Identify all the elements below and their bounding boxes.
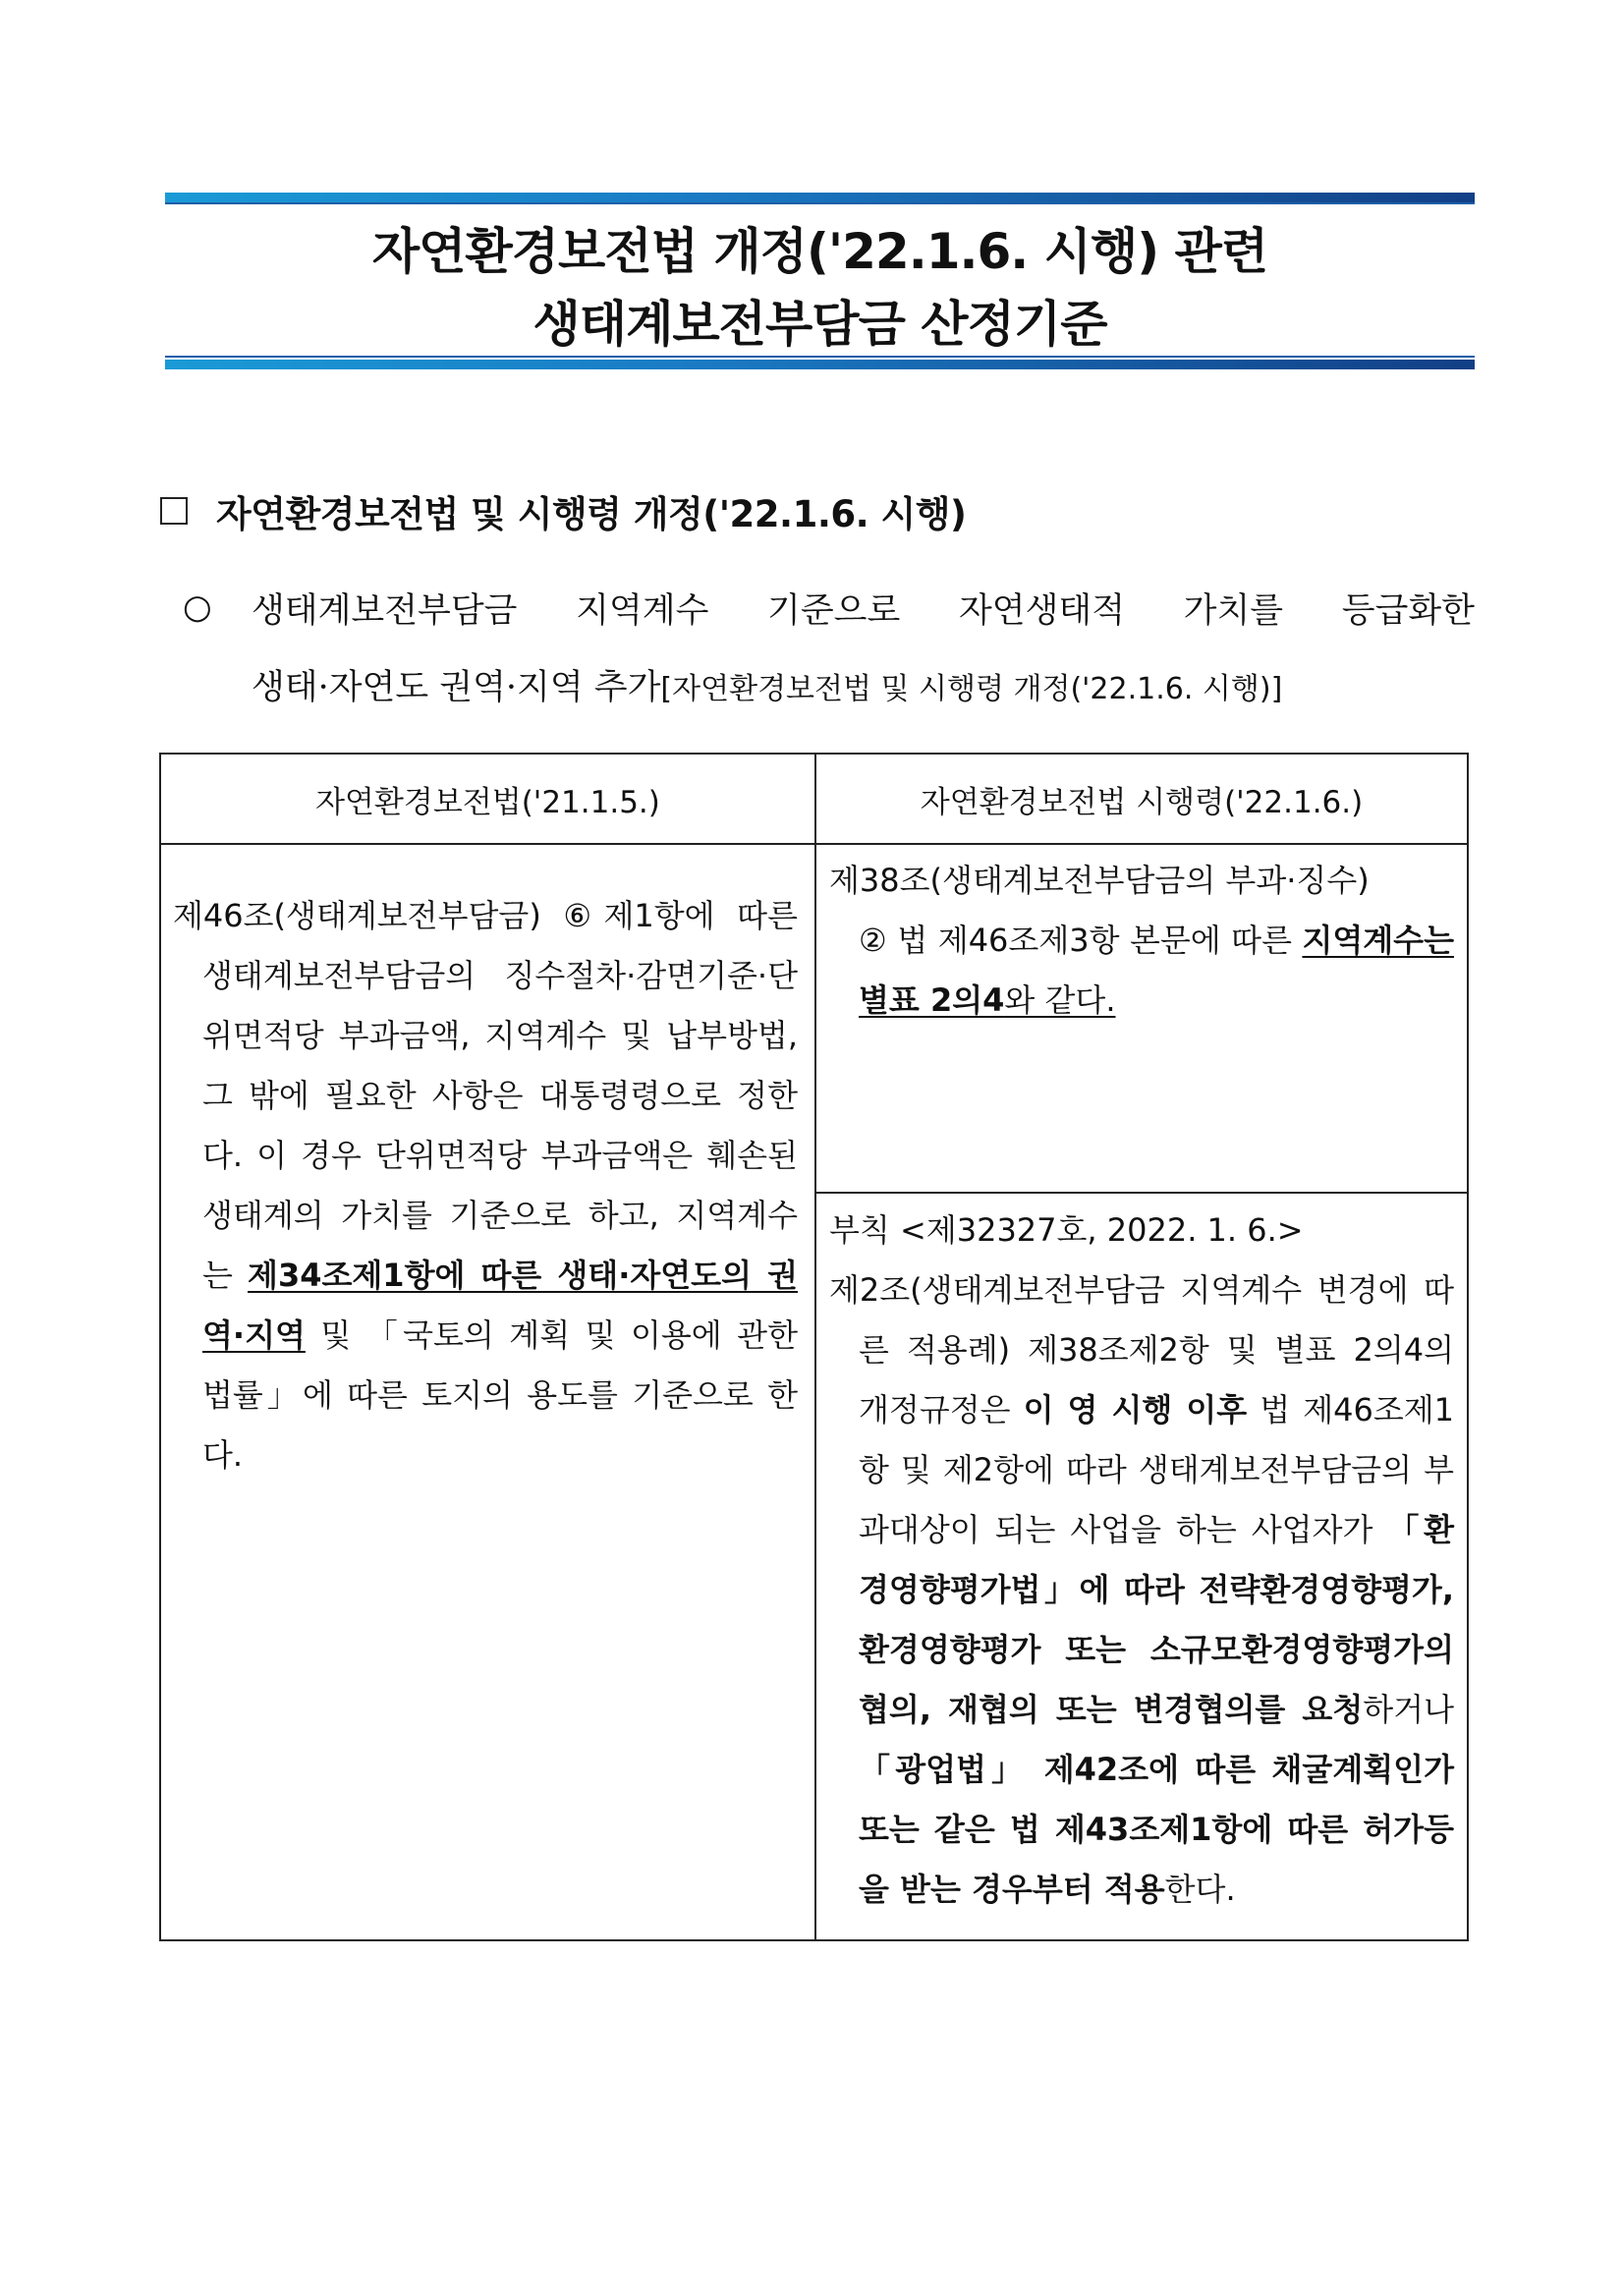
document-title-line2: 생태계보전부담금 산정기준 [532,296,1107,353]
title-band-top [165,193,1475,204]
title-band-bottom [165,360,1475,371]
document-title-line1: 자연환경보전법 개정('22.1.6. 시행) 관련 [371,223,1268,280]
table-cell-left [173,886,798,1485]
table-column-divider [814,755,816,1939]
article-46-text [173,886,798,1485]
article-38-item-b: 와 같다. [1004,981,1116,1019]
addendum-bold-3: 「광업법」 제42조에 따른 채굴계획인가 또는 같은 법 제43조제1항에 따른 허가등을 받는 경우부터 적용 [859,1751,1454,1908]
bullet-text-main: 생태·자연도 권역·지역 추가 [252,668,661,707]
table-cell-right-top [829,851,1454,1031]
addendum-text-d: 한다. [1164,1871,1236,1908]
table-cell-right-bottom [829,1201,1454,1920]
article-38-highlight: 지역계수는 별표 2의4 [859,922,1454,1019]
article-38-item [829,911,1454,1031]
addendum-article-2 [829,1260,1454,1920]
article-46-text-b: 및 「국토의 계획 및 이용에 관한 법률」에 따른 토지의 용도를 기준으로 한다. [202,1316,798,1474]
bullet-circle-icon: ○ [183,588,212,627]
table-header-left: 자연환경보전법('21.1.5.) [315,784,660,820]
addendum-bold-1: 이 영 시행 이후 [1023,1391,1248,1428]
table-right-row-divider [814,1192,1467,1194]
bullet-text-line2 [252,660,1282,709]
addendum-text-b: 법 제46조제1항 및 제2항에 따라 생태계보전부담금의 부과대상이 되는 사업을 하는 사업자가 [859,1391,1455,1548]
bullet-text-line1: 생태계보전부담금 지역계수 기준으로 자연생태적 가치를 등급화한 [252,591,1475,631]
law-comparison-table [159,753,1469,1941]
article-38-heading: 제38조(생태계보전부담금의 부과·징수) [829,862,1370,899]
addendum-text-c: 하거나 [1363,1691,1454,1728]
addendum-text-a: 제2조(생태계보전부담금 지역계수 변경에 따른 적용례) 제38조제2항 및 별표 2의4의 개정규정은 [829,1271,1454,1428]
article-46-text-a: 제46조(생태계보전부담금) ⑥제1항에 따른 생태계보전부담금의 징수절차·감면기준·단위면적당 부과금액, 지역계수 및 납부방법, 그 밖에 필요한 사항은 대통령령으로 정한다. 이 경우 단위면적당 부과금액은 훼손된 생태계의 가치를 기준으로 하고, 지역계수는 [173,897,798,1294]
section-checkbox-icon [160,497,188,525]
addendum-heading: 부칙 <제32327호, 2022. 1. 6.> [829,1211,1304,1249]
table-header-right: 자연환경보전법 시행령('22.1.6.) [920,784,1364,820]
table-header-divider [161,843,1467,845]
bullet-reference: [자연환경보전법 및 시행령 개정('22.1.6. 시행)] [660,672,1283,706]
addendum-bold-2: 「환경영향평가법」에 따라 전략환경영향평가, 환경영향평가 또는 소규모환경영향평가의 협의, 재협의 또는 변경협의를 요청 [859,1511,1454,1728]
article-38-item-a: ② 법 제46조제3항 본문에 따른 [859,922,1303,959]
article-46-highlight: 제34조제1항에 따른 생태·자연도의 권역·지역 [202,1257,798,1354]
section-heading: 자연환경보전법 및 시행령 개정('22.1.6. 시행) [216,493,967,535]
